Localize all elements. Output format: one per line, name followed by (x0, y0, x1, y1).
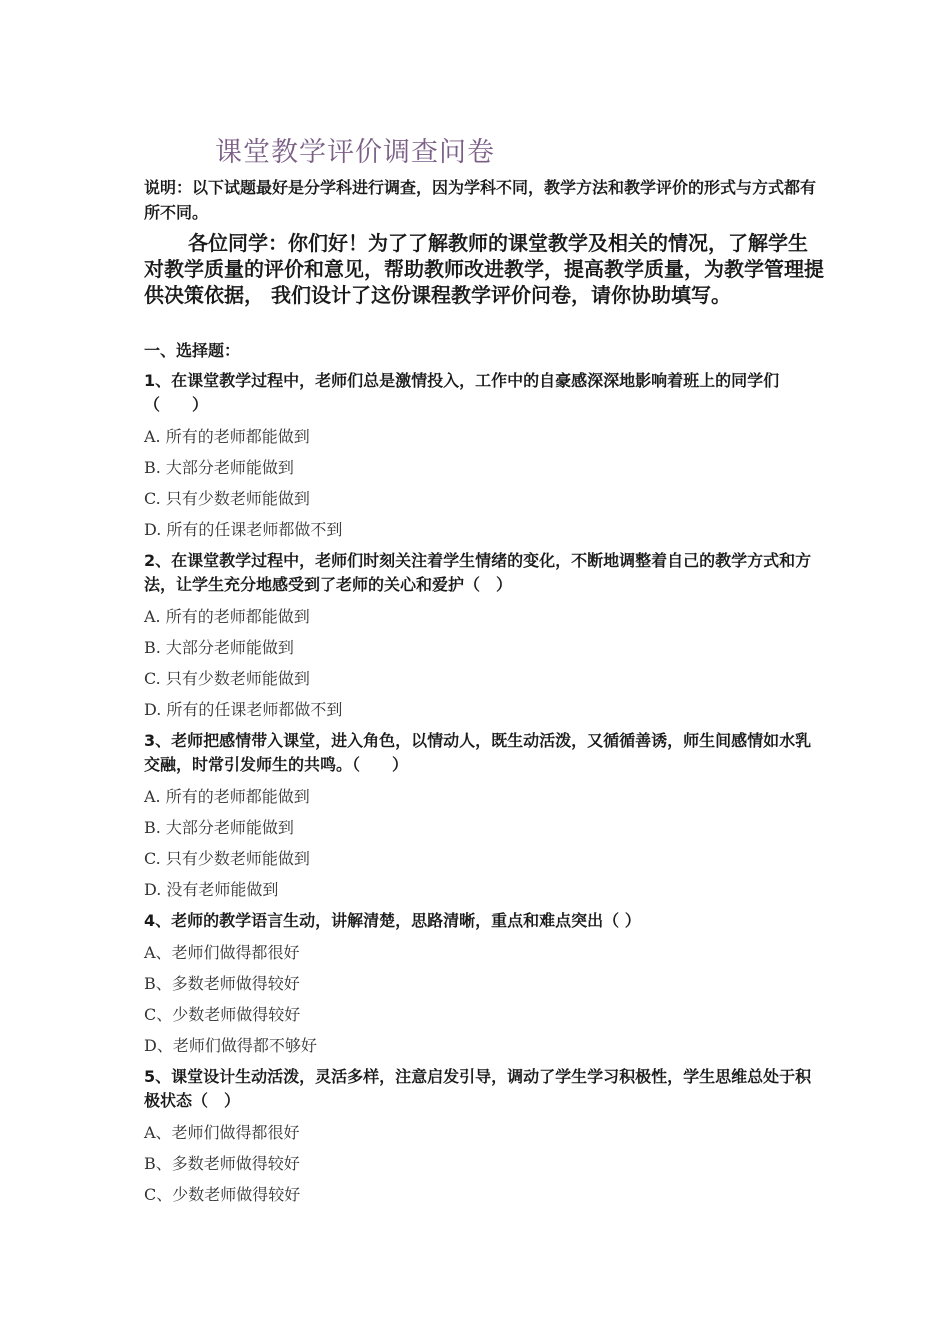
option-d: D、老师们做得都不够好 (144, 1036, 317, 1055)
option-c: C. 只有少数老师能做到 (144, 849, 310, 868)
option-b: B. 大部分老师能做到 (144, 458, 294, 477)
option-a: A、老师们做得都很好 (144, 943, 300, 962)
option-a: A、老师们做得都很好 (144, 1123, 300, 1142)
option-a: A. 所有的老师都能做到 (144, 787, 310, 806)
option-b: B、多数老师做得较好 (144, 1154, 300, 1173)
option-c: C、少数老师做得较好 (144, 1005, 301, 1024)
question-stem: 1、在课堂教学过程中，老师们总是激情投入，工作中的自豪感深深地影响着班上的同学们（ ） (144, 371, 780, 414)
question-stem: 3、老师把感情带入课堂，进入角色，以情动人，既生动活泼，又循循善诱，师生间感情如水乳交融，时常引发师生的共鸣。（ ） (144, 731, 812, 774)
question-stem: 5、课堂设计生动活泼，灵活多样，注意启发引导，调动了学生学习积极性，学生思维总处于积极状态（ ） (144, 1067, 812, 1110)
question-5 (144, 1065, 824, 1210)
question-2 (144, 549, 824, 725)
option-a: A. 所有的老师都能做到 (144, 607, 310, 626)
intro-text: 各位同学：你们好！为了了解教师的课堂教学及相关的情况，了解学生对教学质量的评价和意见，帮助教师改进教学，提高教学质量，为教学管理提供决策依据， 我们设计了这份课程教学评价问卷，请你协助填写。 (144, 231, 824, 307)
option-c: C、少数老师做得较好 (144, 1185, 301, 1204)
question-stem: 4、老师的教学语言生动，讲解清楚，思路清晰，重点和难点突出（ ） (144, 911, 641, 930)
question-4 (144, 909, 824, 1061)
option-d: D. 所有的任课老师都做不到 (144, 700, 343, 719)
page-title: 课堂教学评价调查问卷 (215, 137, 495, 168)
instruction-note: 说明：以下试题最好是分学科进行调查，因为学科不同，教学方法和教学评价的形式与方式都有所不同。 (144, 178, 817, 222)
question-3 (144, 729, 824, 905)
option-a: A. 所有的老师都能做到 (144, 427, 310, 446)
option-b: B、多数老师做得较好 (144, 974, 300, 993)
intro-paragraph (144, 230, 824, 308)
option-d: D. 没有老师能做到 (144, 880, 279, 899)
option-c: C. 只有少数老师能做到 (144, 669, 310, 688)
question-stem: 2、在课堂教学过程中，老师们时刻关注着学生情绪的变化，不断地调整着自己的教学方式和方法，让学生充分地感受到了老师的关心和爱护（ ） (144, 551, 812, 594)
question-1 (144, 369, 824, 545)
option-b: B. 大部分老师能做到 (144, 818, 294, 837)
option-d: D. 所有的任课老师都做不到 (144, 520, 343, 539)
option-c: C. 只有少数老师能做到 (144, 489, 310, 508)
question-list (144, 337, 824, 1210)
section-heading: 一、选择题： (144, 341, 241, 360)
option-b: B. 大部分老师能做到 (144, 638, 294, 657)
